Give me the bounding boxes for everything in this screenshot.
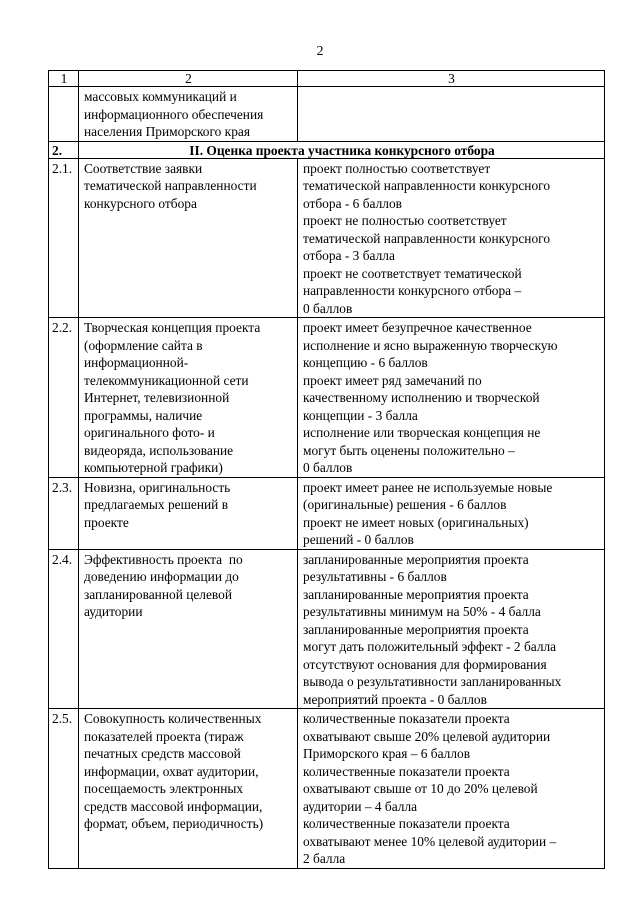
text-line: посещаемость электронных [84,781,244,796]
text-line: 2 балла [303,851,346,866]
table-row [49,158,605,318]
text-line: информационного обеспечения [84,106,264,122]
table-row [49,318,605,478]
text-line: количественные показатели проекта [303,711,510,726]
text-line: массовых коммуникаций и [84,89,237,104]
text-line: отсутствуют основания для формирования [303,656,547,672]
text-line: формат, объем, периодичность) [84,816,264,831]
section-number: 2. [49,141,79,158]
table-row [49,709,605,869]
section-title: II. Оценка проекта участника конкурсного отбора [79,141,605,158]
scoring-cell [298,158,605,318]
text-line: количественные показатели проекта [303,816,510,831]
text-line: запланированные мероприятия проекта [303,551,529,567]
criterion-cell [79,158,298,318]
continuation-scoring-cell [298,87,605,142]
text-line: проекте [84,514,129,530]
row-number: 2.5. [49,709,79,869]
text-line: телекоммуникационной сети [84,372,249,388]
text-line: Приморского края – 6 баллов [303,746,471,761]
text-line: запланированной целевой [84,586,233,602]
text-line: Новизна, оригинальность [84,479,231,495]
criteria-rows [49,158,605,868]
text-line: аудитории – 4 балла [303,798,418,814]
criterion-cell [79,477,298,549]
text-line: (оригинальные) решения - 6 баллов [303,497,507,512]
row-number: 2.1. [49,158,79,318]
text-line: печатных средств массовой [84,746,241,761]
text-line: предлагаемых решений в [84,497,229,512]
row-number: 2.2. [49,318,79,478]
text-line: запланированные мероприятия проекта [303,586,529,602]
text-line: направленности конкурсного отбора – [303,283,522,298]
text-line: информационной- [84,355,189,370]
text-line: проект не полностью соответствует [303,213,507,228]
text-line: проект имеет безупречное качественное [303,320,532,335]
text-line: Соответствие заявки [84,160,203,176]
text-line: охватывают свыше от 10 до 20% целевой [303,781,538,796]
text-line: количественные показатели проекта [303,763,510,779]
text-line: исполнение и ясно выраженную творческую [303,337,558,353]
scoring-cell [298,477,605,549]
text-line: Интернет, телевизионной [84,390,230,405]
text-line: могут дать положительный эффект - 2 балла [303,639,557,654]
text-line: программы, наличие [84,407,203,423]
row-number: 2.4. [49,549,79,709]
header-col-1: 1 [49,71,79,87]
text-line: 0 баллов [303,460,353,475]
text-line: качественному исполнению и творческой [303,390,540,405]
header-col-3: 3 [298,71,605,87]
text-line: тематической направленности конкурсного [303,230,551,246]
text-line: охватывают свыше 20% целевой аудитории [303,728,551,744]
text-line: Эффективность проекта по [84,551,243,567]
text-line: вывода о результативности запланированных [303,674,562,689]
scoring-cell [298,709,605,869]
table-header-row [49,71,605,87]
text-line: результативны - 6 баллов [303,569,447,584]
criterion-cell [79,318,298,478]
text-line: исполнение или творческая концепция не [303,425,541,440]
continuation-criterion-cell [79,87,298,142]
text-line: концепцию - 6 баллов [303,355,428,370]
text-line: аудитории [84,604,143,619]
text-line: оригинального фото- и [84,425,215,440]
row-number: 2.3. [49,477,79,549]
text-line: решений - 0 баллов [303,532,414,547]
text-line: тематической направленности [84,178,257,193]
text-line: проект не имеет новых (оригинальных) [303,514,529,530]
text-line: доведению информации до [84,569,239,584]
text-line: проект имеет ряд замечаний по [303,372,482,388]
scoring-cell [298,318,605,478]
text-line: отбора - 6 баллов [303,195,402,211]
criterion-cell [79,709,298,869]
text-line: Творческая концепция проекта [84,320,261,335]
page-number: 2 [316,44,324,59]
text-line: проект полностью соответствует [303,160,491,176]
scoring-cell [298,549,605,709]
section-row [49,141,605,158]
text-line: компьютерной графики) [84,460,223,475]
text-line: могут быть оценены положительно – [303,442,515,458]
scoring-criteria-table [48,70,605,869]
text-line: видеоряда, использование [84,442,234,458]
text-line: проект не соответствует тематической [303,265,522,281]
text-line: конкурсного отбора [84,195,197,211]
text-line: проект имеет ранее не используемые новые [303,479,553,495]
text-line: мероприятий проекта - 0 баллов [303,691,487,707]
criterion-cell [79,549,298,709]
text-line: запланированные мероприятия проекта [303,621,529,637]
text-line: (оформление сайта в [84,337,203,353]
text-line: охватывают менее 10% целевой аудитории – [303,833,557,849]
text-line: тематической направленности конкурсного [303,178,551,193]
header-col-2: 2 [79,71,298,87]
text-line: отбора - 3 балла [303,248,395,263]
text-line: показателей проекта (тираж [84,728,244,744]
continuation-number-cell [49,87,79,142]
text-line: концепции - 3 балла [303,407,418,423]
table-row [49,477,605,549]
text-line: средств массовой информации, [84,798,263,814]
continuation-row [49,87,605,142]
table-row [49,549,605,709]
text-line: населения Приморского края [84,124,250,139]
text-line: Совокупность количественных [84,711,262,726]
text-line: информации, охват аудитории, [84,763,259,779]
text-line: результативны минимум на 50% - 4 балла [303,604,541,619]
text-line: 0 баллов [303,300,353,316]
